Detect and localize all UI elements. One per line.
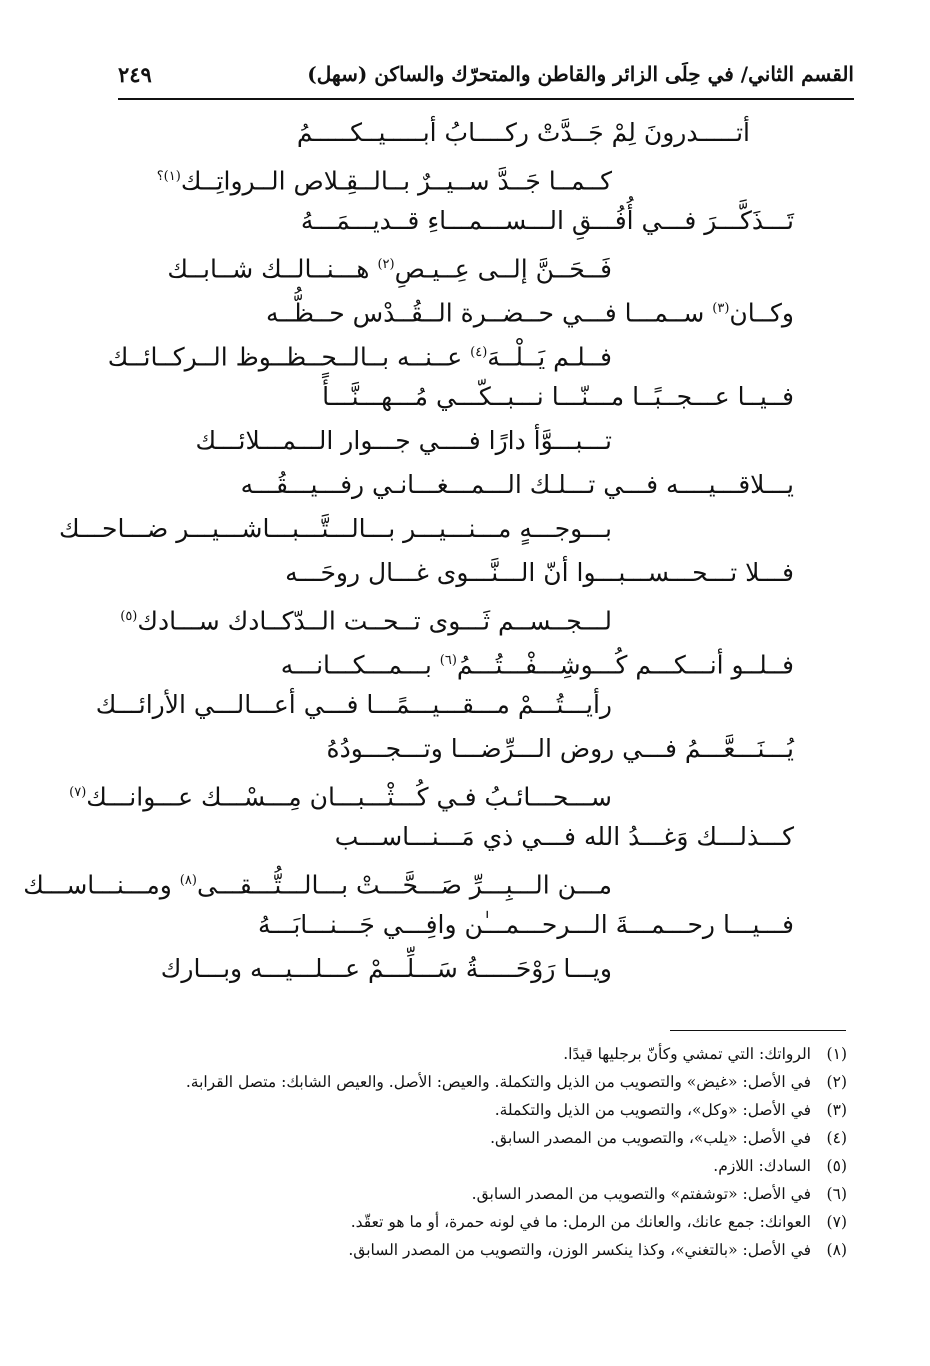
footnote-number: (٧)	[826, 1213, 847, 1231]
verse-line	[108, 338, 612, 372]
verse-text: فــلـم يَــلْــهَ	[487, 342, 612, 372]
footnote	[115, 1180, 847, 1208]
verse-text: فـــيـــا رحـــمـــةَ الـــرحـــمـــٰن وافِـــي جَـــنـــابَـــهُ	[257, 910, 794, 939]
footnotes	[115, 1040, 847, 1264]
verse-text: وكــان	[729, 298, 794, 328]
verse-text: ويـــا رَوْحَـــــةُ سَـــلِّـــمْ عـــلـــيـــه وبـــارك	[160, 954, 612, 983]
footnote-text: في الأصل: «يلب»، والتصويب من المصدر السابق.	[490, 1129, 811, 1147]
verse-text: بـــمـــكـــانـــه	[280, 650, 440, 680]
footnote-text: السادك: اللازم.	[713, 1157, 811, 1175]
verse-text: ســمـــا فـــي حــضــرة الــقُــدْس حــظُّــه	[265, 298, 713, 328]
footnote-ref: (٤)	[470, 345, 488, 360]
verse-line	[195, 426, 612, 456]
footnote-ref: (٧)	[69, 785, 87, 800]
footnote-text: في الأصل: «توشفتم» والتصويب من المصدر السابق.	[471, 1185, 811, 1203]
footnote-number: (٨)	[826, 1241, 847, 1259]
verse-text: يُـــنَـــعَّـــمُ فـــي روض الـــرِّضـــا وتـــجـــودُهُ	[326, 734, 794, 763]
verse-line	[167, 250, 612, 284]
verse-line	[96, 690, 612, 720]
verse-line	[301, 206, 794, 236]
verse-line	[161, 954, 612, 984]
verse-line	[322, 382, 794, 412]
verse-text: رأيـــتُـــمْ مـــقـــيـــمًـــا فـــي أعـــالـــي الأرائـــك	[95, 690, 612, 719]
verse-text: يـــلاقـــيــــه فـــي تـــلـك الـــمـــغـــانـي رفـــيـــقُـــه	[240, 470, 794, 499]
verse-text: كــمــا جَــدَّ ســيــرٌ بــالــقِـلاص الــرواتِــك	[180, 166, 612, 196]
footnote	[115, 1208, 847, 1236]
verse-line	[281, 646, 794, 680]
footnote-number: (٢)	[826, 1073, 847, 1091]
verse-text: مـــن الـــبِـــرِّ صَـــحَّـــتْ بـــالـــتُّـــقـــى	[196, 870, 612, 900]
footnote	[115, 1068, 847, 1096]
footnote-ref: (٢)	[377, 257, 395, 272]
verse-text: أتـــــدرونَ لِمْ جَــدَّتْ ركــــابُ أبـــــيــكـــــمُ	[296, 118, 750, 147]
verse-line	[157, 162, 612, 196]
footnote-ref: (١)؟	[156, 169, 181, 184]
footnote-text: في الأصل: «غيض» والتصويب من الذيل والتكملة. والعيص: الأصل. والعيص الشابك: متصل القرابة.	[185, 1073, 811, 1091]
footnote-text: الرواتك: التي تمشي وكأنّ برجليها قيدًا.	[563, 1045, 811, 1063]
verse-line	[23, 866, 612, 900]
verse-text: لـــجــســم ثَـــوى تــحــت الــدّكــادك ســـادك	[137, 606, 612, 636]
verse-text: فــلــو أنـــكـــم كُـــوشِـــفْـــتُـــمُ	[456, 650, 794, 680]
verse-line	[297, 118, 750, 148]
verse-line	[258, 910, 794, 940]
verse-text: بـــوجـــهٍ مـــنـــيـــر بـــالـــتَّـــبـــاشـــيـــر ضـــاحـــك	[58, 514, 612, 543]
footnote-ref: (٨)	[179, 873, 197, 888]
verse-line	[120, 602, 612, 636]
verse-line	[69, 778, 612, 812]
verse-line	[285, 558, 794, 588]
footnote-text: في الأصل: «بالتغني»، وكذا ينكسر الوزن، والتصويب من المصدر السابق.	[348, 1241, 811, 1259]
footnote	[115, 1124, 847, 1152]
footnote-number: (٥)	[826, 1157, 847, 1175]
footnote-number: (٣)	[826, 1101, 847, 1119]
footnote-number: (٤)	[826, 1129, 847, 1147]
footnote	[115, 1096, 847, 1124]
page-header	[118, 58, 854, 100]
verse-line	[327, 734, 794, 764]
footnote	[115, 1040, 847, 1068]
footnote-separator	[670, 1030, 846, 1031]
footnote-number: (١)	[826, 1045, 847, 1063]
verse-text: تـــبـــوَّأ دارًا فــــي جـــوار الـــمـــلائـــك	[195, 426, 612, 455]
verse-text: ومـــنـــاســـك	[23, 870, 180, 900]
footnote	[115, 1152, 847, 1180]
verse-text: ســـحـــائـبُ فـي كُـــثْـــبـــان مِـــسْـــك عـــوانـــك	[86, 782, 612, 812]
footnote-ref: (٣)	[712, 301, 730, 316]
verse-text: فـــلا تـــحـــســـبـــوا أنّ الـــنَّـــوى غـــال روحَـــه	[285, 558, 794, 587]
footnote-ref: (٥)	[120, 609, 138, 624]
page-number: ٢٤٩	[118, 62, 152, 87]
footnote-text: في الأصل: «وكل»، والتصويب من الذيل والتكملة.	[494, 1101, 811, 1119]
footnote-text: العوانك: جمع عانك، والعانك من الرمل: ما في لونه حمرة، أو ما هو تعقّد.	[350, 1213, 811, 1231]
verse-line	[335, 822, 794, 852]
verse-text: كـــذلـــك وَغـــدُ الله فـــي ذي مَـــنـــاســـب	[334, 822, 794, 851]
verse-text: فــيــا عـــجــبًــا مـــنّـــا نـــبــكّـــي مُـــهـــنَّـــأً	[322, 382, 794, 411]
running-title: القسم الثاني/ في حِلَى الزائر والقاطن والمتحرّك والساكن (سهل)	[307, 62, 854, 86]
verse-line	[59, 514, 612, 544]
verse-text: عــنــه بــالــحــظــوظ الــركــائــك	[107, 342, 471, 372]
footnote	[115, 1236, 847, 1264]
verse-line	[241, 470, 794, 500]
footnote-ref: (٦)	[439, 653, 457, 668]
verse-line	[266, 294, 794, 328]
verse-text: فَــحَــنَّ إلــى عِــيـصِ	[394, 254, 612, 284]
verse-text: تَـــذَكَّـــرَ فـــي أُفُـــقِ الـــســـمـــاءِ قــديـــمَـــهُ	[300, 206, 794, 235]
verse-text: هـــنــالــك شــابــك	[167, 254, 378, 284]
footnote-number: (٦)	[826, 1185, 847, 1203]
